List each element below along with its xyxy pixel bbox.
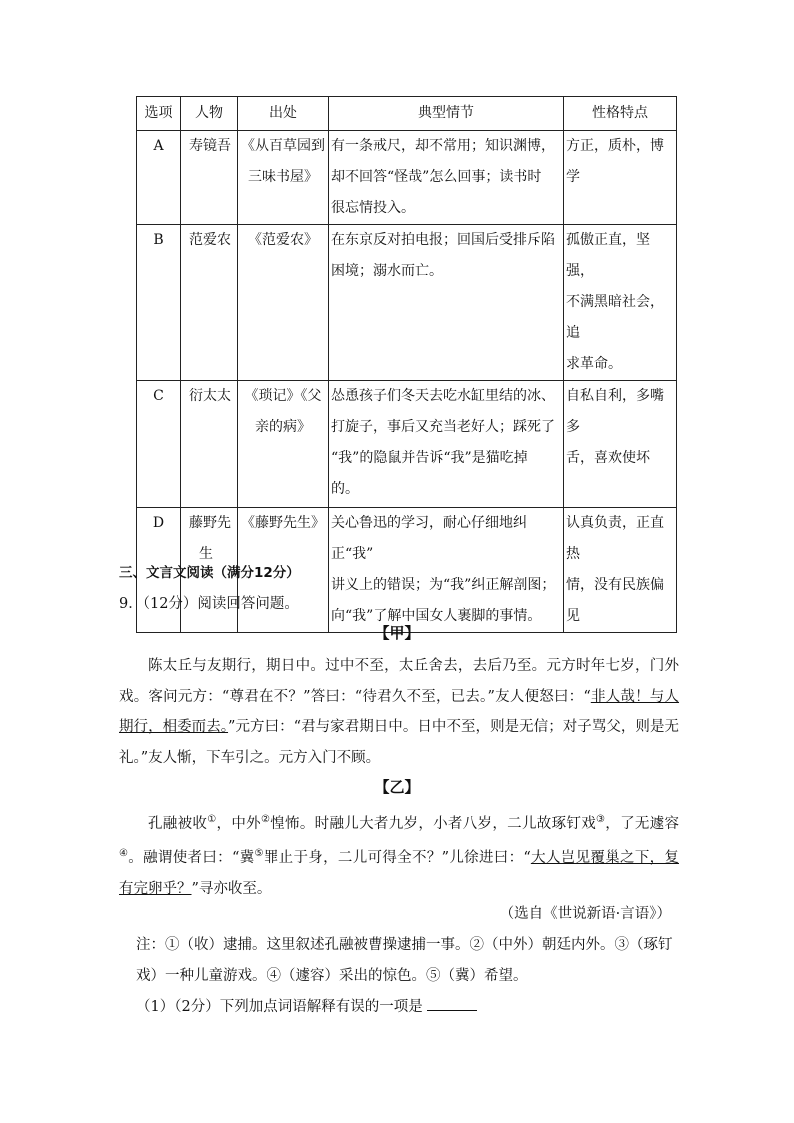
plot-line: 在东京反对拍电报；回国后受排斥陷 bbox=[331, 232, 555, 248]
plot-line: 向“我”了解中国女人裹脚的事情。 bbox=[331, 608, 542, 624]
note-mark-5: ⑤ bbox=[254, 848, 264, 860]
note-line-2: 戏）一种儿童游戏。④（遽容）采出的惊色。⑤（冀）希望。 bbox=[136, 968, 528, 984]
option-cell: D bbox=[137, 508, 181, 633]
trait-cell bbox=[564, 381, 677, 508]
passage-a-title: 【甲】 bbox=[374, 624, 420, 642]
plot-line: 有一条戒尺，却不常用；知识渊博， bbox=[331, 138, 555, 154]
plot-line: 打旋子，事后又充当老好人；踩死了 bbox=[331, 419, 555, 435]
subquestion-text: （1）（2分）下列加点词语解释有误的一项是 bbox=[136, 999, 423, 1015]
trait-line: 求革命。 bbox=[566, 356, 622, 372]
trait-line: 舌，喜欢使坏 bbox=[566, 450, 650, 466]
passage-b-part7: ”寻亦收至。 bbox=[191, 880, 272, 897]
table-row bbox=[137, 225, 677, 381]
note-line-1: 注：①（收）逮捕。这里叙述孔融被曹操逮捕一事。②（中外）朝廷内外。③（琢钉 bbox=[136, 937, 673, 953]
trait-cell bbox=[564, 131, 677, 225]
passage-b-text bbox=[119, 805, 679, 904]
person-cell: 寿镜吾 bbox=[181, 131, 238, 225]
plot-line: 很忘情投入。 bbox=[331, 200, 415, 216]
option-cell: B bbox=[137, 225, 181, 381]
plot-cell bbox=[329, 381, 564, 508]
subquestion-line bbox=[136, 992, 679, 1023]
passage-b-part4: ，了无遽容 bbox=[605, 815, 680, 832]
trait-line: 情，没有民族偏见 bbox=[566, 577, 664, 624]
passage-b-title: 【乙】 bbox=[374, 778, 420, 796]
note-mark-4: ④ bbox=[119, 848, 129, 860]
passage-b-part2: ，中外 bbox=[216, 815, 261, 832]
source-cell bbox=[238, 131, 329, 225]
header-trait: 性格特点 bbox=[564, 97, 677, 131]
option-cell: A bbox=[137, 131, 181, 225]
note-mark-1: ① bbox=[207, 814, 217, 825]
person-line: 藤野先 bbox=[189, 515, 231, 531]
plot-line: 的。 bbox=[331, 481, 359, 497]
answer-blank[interactable] bbox=[427, 996, 477, 1011]
source-line: 《范爱农》 bbox=[248, 232, 318, 248]
character-table bbox=[136, 96, 677, 633]
trait-cell bbox=[564, 225, 677, 381]
plot-line: 困境；溺水而亡。 bbox=[331, 263, 443, 279]
passage-b-part3: 惶怖。时融儿大者九岁，小者八岁，二儿故琢钉戏 bbox=[270, 815, 597, 832]
plot-line: 关心鲁迅的学习，耐心仔细地纠正“我” bbox=[331, 515, 527, 562]
passage-a-text bbox=[119, 651, 679, 773]
option-cell: C bbox=[137, 381, 181, 508]
passage-a-underlined: 非人哉！与人期行，相委而去。 bbox=[119, 688, 680, 735]
trait-line: 自私自利，多嘴多 bbox=[566, 388, 664, 435]
plot-line: 讲义上的错误；为“我”纠正解剖图； bbox=[331, 577, 556, 593]
trait-line: 孤傲正直，坚强， bbox=[566, 232, 650, 279]
note-mark-2: ② bbox=[260, 814, 271, 825]
source-line: 三味书屋》 bbox=[248, 169, 318, 185]
passage-a-part1: 陈太丘与友期行，期日中。过中不至，太丘舍去，去后乃至。元方时年七岁，门外戏。客问元方：“尊君在不？”答曰：“待君久不至，已去。”友人便怒曰：“ bbox=[119, 658, 679, 705]
question-line: 9．（12分）阅读回答问题。 bbox=[119, 596, 299, 612]
plot-line: “我”的隐鼠并告诉“我”是猫吃掉 bbox=[331, 450, 528, 466]
trait-line: 认真负责，正直热 bbox=[566, 515, 664, 562]
source-line: 《藤野先生》 bbox=[241, 515, 325, 531]
source-line: 亲的病》 bbox=[255, 419, 311, 435]
source-cell bbox=[238, 381, 329, 508]
passage-b-part1: 孔融被收 bbox=[148, 815, 208, 832]
section-title: 三、文言文阅读（满分12分） bbox=[119, 565, 300, 581]
header-source: 出处 bbox=[238, 97, 329, 131]
person-cell: 衍太太 bbox=[181, 381, 238, 508]
source-line: 《从百草园到 bbox=[241, 138, 325, 154]
table-header-row bbox=[137, 97, 677, 131]
trait-line: 方正，质朴，博学 bbox=[566, 138, 664, 185]
person-line: 生 bbox=[199, 546, 213, 562]
source-line: 《琐记》《父 bbox=[244, 388, 322, 404]
header-plot: 典型情节 bbox=[329, 97, 564, 131]
passage-a-part2: ”元方曰：“君与家君期日中。日中不至，则是无信；对子骂父，则是无礼。”友人惭，下车引之。元方入门不顾。 bbox=[119, 719, 680, 766]
table-row bbox=[137, 131, 677, 225]
passage-b-part5: 。融谓使者曰：“冀 bbox=[128, 850, 255, 867]
plot-line: 却不回答“怪哉”怎么回事；读书时 bbox=[331, 169, 542, 185]
passage-source: （选自《世说新语·言语》） bbox=[499, 906, 671, 922]
header-option: 选项 bbox=[137, 97, 181, 131]
passage-b-underlined: 大人岂见覆巢之下，复有完卵乎？ bbox=[119, 850, 679, 897]
trait-line: 不满黑暗社会，追 bbox=[566, 294, 664, 341]
annotation-notes bbox=[136, 930, 679, 992]
table-row bbox=[137, 381, 677, 508]
person-cell: 范爱农 bbox=[181, 225, 238, 381]
passage-b-part6: 罪止于身，二儿可得全不？”儿徐进曰：“ bbox=[263, 850, 531, 867]
note-mark-3: ③ bbox=[596, 814, 606, 825]
plot-cell bbox=[329, 131, 564, 225]
header-person: 人物 bbox=[181, 97, 238, 131]
plot-line: 怂恿孩子们冬天去吃水缸里结的冰、 bbox=[331, 388, 555, 404]
source-cell bbox=[238, 225, 329, 381]
plot-cell bbox=[329, 225, 564, 381]
